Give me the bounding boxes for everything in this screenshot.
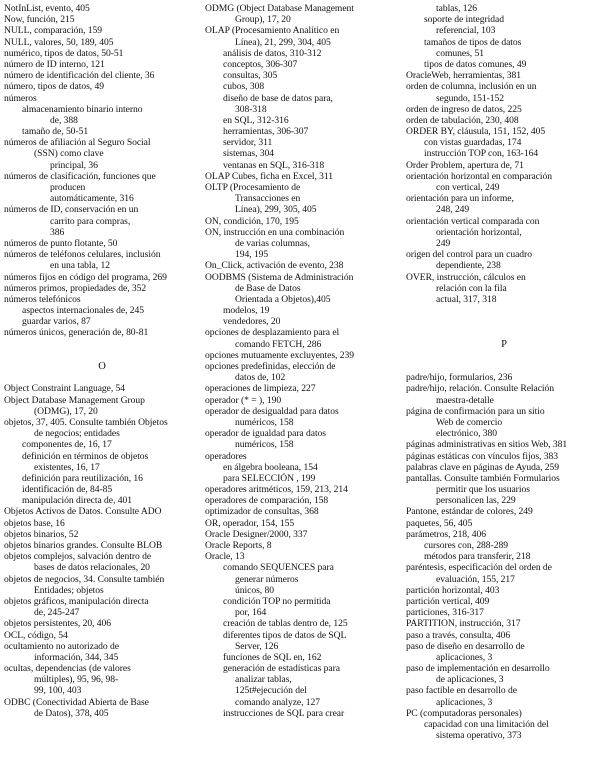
- index-entry: manipulación directa de, 401: [22, 495, 132, 507]
- index-entry: en álgebra booleana, 154: [223, 461, 318, 473]
- index-entry: Entidades; objetos: [34, 584, 104, 596]
- index-entry: ORDER BY, cláusula, 151, 152, 405: [406, 126, 546, 138]
- index-entry: componentes de, 16, 17: [22, 439, 112, 451]
- index-entry: diferentes tipos de datos de SQL: [223, 629, 347, 641]
- index-entry: orientación vertical comparada con: [406, 215, 540, 227]
- index-entry: optimizador de consultas, 368: [205, 506, 319, 518]
- index-entry: OR, operador, 154, 155: [205, 517, 295, 529]
- blank-line: [406, 350, 600, 361]
- index-entry: opciones mutuamente excluyentes, 239: [205, 349, 354, 361]
- section-letter: O: [98, 361, 106, 372]
- index-entry: paréntesis, especificación del orden de: [406, 562, 552, 574]
- index-entry: número de ID interno, 121: [4, 58, 105, 70]
- index-entry: generación de estadísticas para: [223, 663, 340, 675]
- index-entry: ocultamiento no autorizado de: [4, 640, 119, 652]
- index-entry: ON, condición, 170, 195: [205, 215, 299, 227]
- index-column-middle: [205, 3, 401, 719]
- index-entry: NULL, valores, 50, 189, 405: [4, 36, 114, 48]
- index-entry: On_Click, activación de evento, 238: [205, 260, 344, 272]
- index-entry: palabras clave en páginas de Ayuda, 259: [406, 461, 560, 473]
- blank-line: [4, 339, 200, 350]
- index-entry: tipos de datos comunes, 49: [424, 58, 527, 70]
- index-entry: generar números: [235, 573, 299, 585]
- index-entry: operadores aritméticos, 159, 213, 214: [205, 484, 348, 496]
- index-entry: producen: [50, 182, 86, 193]
- index-entry: vendedores, 20: [223, 316, 281, 328]
- index-entry: Now, función, 215: [4, 14, 75, 26]
- blank-line: [406, 361, 600, 372]
- index-entry: ODBC (Conectividad Abierta de Base: [4, 696, 149, 708]
- index-entry: aspectos internacionales de, 245: [22, 305, 145, 317]
- index-entry: números únicos, generación de, 80-81: [4, 327, 149, 339]
- index-entry: numéricos, 158: [235, 416, 294, 428]
- index-entry: únicos, 80: [235, 584, 274, 596]
- index-entry: permitir que los usuarios: [436, 484, 530, 496]
- index-entry: ocultas, dependencias (de valores: [4, 663, 131, 675]
- index-entry: Transacciones en: [235, 193, 301, 205]
- index-entry: referencial, 103: [436, 25, 496, 37]
- index-entry: Web de comercio: [436, 416, 503, 428]
- index-entry: operadores de comparación, 158: [205, 495, 329, 507]
- index-entry: orientación horizontal en comparación: [406, 170, 552, 182]
- index-entry: pantallas. Consulte también Formularios: [406, 472, 560, 484]
- index-entry: definición en términos de objetos: [22, 450, 149, 462]
- index-entry: bases de datos relacionales, 20: [34, 562, 150, 574]
- index-entry: condición TOP no permitida: [223, 595, 331, 607]
- index-entry: NULL, comparación, 159: [4, 25, 103, 37]
- index-entry: Orientada a Objetos),405: [235, 293, 331, 305]
- index-entry: operador de igualdad para datos: [205, 428, 326, 440]
- index-entry: particiones, 316-317: [406, 607, 484, 619]
- index-entry: diseño de base de datos para,: [223, 92, 333, 104]
- blank-line: [4, 372, 200, 383]
- index-entry: numéricos, 158: [235, 439, 294, 451]
- index-entry: Object Database Management Group: [4, 394, 145, 406]
- index-entry: Group), 17, 20: [235, 14, 291, 26]
- index-entry: números de clasificación, funciones que: [4, 170, 156, 182]
- index-entry: funciones de SQL en, 162: [223, 651, 322, 663]
- index-entry: página de confirmación para un sitio: [406, 405, 545, 417]
- index-entry: de aplicaciones, 3: [436, 674, 504, 686]
- index-column-right: [406, 3, 600, 741]
- index-entry: existentes, 16, 17: [34, 461, 100, 473]
- index-entry: Server, 126: [235, 640, 279, 652]
- index-entry: páginas estáticas con vínculos fijos, 383: [406, 450, 558, 462]
- index-entry: analizar tablas,: [235, 674, 292, 686]
- index-entry: 125t#ejecución del: [235, 685, 307, 697]
- index-entry: Línea), 299, 305, 405: [235, 204, 317, 216]
- index-entry: 308-318: [235, 103, 267, 115]
- index-entry: objetos persistentes, 20, 406: [4, 618, 112, 630]
- index-entry: números: [4, 92, 37, 104]
- index-entry: Oracle, 13: [205, 551, 245, 563]
- index-entry: comando analyze, 127: [235, 696, 321, 708]
- index-entry: de Datos), 378, 405: [34, 707, 109, 719]
- index-entry: PARTITION, instrucción, 317: [406, 618, 521, 630]
- index-entry: orientación para un informe,: [406, 193, 514, 205]
- index-entry: consultas, 305: [223, 70, 278, 82]
- index-entry: en una tabla, 12: [50, 260, 110, 272]
- index-entry: comunes, 51: [436, 47, 484, 59]
- index-entry: paso a través, consulta, 406: [406, 629, 511, 641]
- index-entry: de, 388: [50, 114, 78, 126]
- index-entry: OVER, instrucción, cálculos en: [406, 271, 526, 283]
- index-entry: números fijos en código del programa, 269: [4, 271, 167, 283]
- index-entry: actual, 317, 318: [436, 293, 497, 305]
- index-entry: de negocios; entidades: [34, 428, 120, 440]
- index-entry: personalicen las, 229: [436, 495, 516, 507]
- index-entry: cursores con, 288-289: [424, 540, 508, 551]
- index-entry: ODMG (Object Database Management: [205, 3, 354, 14]
- index-entry: paso de diseño en desarrollo de: [406, 640, 525, 652]
- index-entry: orden de tabulación, 230, 408: [406, 114, 519, 126]
- index-entry: conceptos, 306-307: [223, 58, 298, 70]
- index-entry: herramientas, 306-307: [223, 126, 309, 138]
- index-entry: de varias columnas,: [235, 237, 310, 249]
- index-entry: datos de, 102: [235, 372, 286, 384]
- index-entry: números telefónicos: [4, 293, 81, 305]
- index-entry: 248, 249: [436, 204, 470, 216]
- index-entry: con vertical, 249: [436, 182, 500, 193]
- index-entry: 99, 100, 403: [34, 685, 82, 697]
- index-entry: número, tipos de datos, 49: [4, 81, 104, 93]
- index-entry: opciones de desplazamiento para el: [205, 327, 340, 339]
- index-entry: por, 164: [235, 607, 267, 619]
- index-entry: creación de tablas dentro de, 125: [223, 618, 348, 630]
- index-entry: aplicaciones, 3: [436, 651, 493, 663]
- index-entry: soporte de integridad: [424, 14, 504, 26]
- index-entry: objetos base, 16: [4, 517, 65, 529]
- index-entry: números de afiliación al Seguro Social: [4, 137, 151, 149]
- index-entry: números de ID, conservación en un: [4, 204, 139, 216]
- index-entry: Object Constraint Language, 54: [4, 383, 126, 395]
- index-entry: servidor, 311: [223, 137, 273, 149]
- blank-line: [406, 316, 600, 327]
- index-entry: capacidad con una limitación del: [424, 719, 549, 730]
- index-entry: carrito para compras,: [50, 215, 131, 227]
- index-entry: operadores: [205, 450, 247, 462]
- index-entry: automáticamente, 316: [50, 193, 134, 205]
- index-entry: parámetros, 218, 406: [406, 528, 486, 540]
- index-entry: comando SEQUENCES para: [223, 562, 334, 574]
- index-entry: paquetes, 56, 405: [406, 517, 473, 529]
- index-entry: métodos para transferir, 218: [424, 551, 531, 563]
- index-entry: aplicaciones, 3: [436, 696, 493, 708]
- index-entry: números de punto flotante, 50: [4, 237, 118, 249]
- section-letter: P: [501, 338, 507, 350]
- index-entry: información, 344, 345: [34, 651, 119, 663]
- index-entry: OCL, código, 54: [4, 629, 68, 641]
- index-entry: identificación de, 84-85: [22, 484, 113, 496]
- index-entry: comando FETCH, 286: [235, 338, 322, 350]
- index-entry: objetos complejos, salvación dentro de: [4, 551, 152, 563]
- index-entry: numérico, tipos de datos, 50-51: [4, 47, 124, 59]
- index-entry: segundo, 151-152: [436, 92, 504, 104]
- index-entry: orientación horizontal,: [436, 226, 522, 238]
- index-entry: maestra-detalle: [436, 394, 494, 406]
- index-entry: objetos, 37, 405. Consulte también Objetos: [4, 416, 168, 428]
- index-entry: cubos, 308: [223, 81, 265, 93]
- index-entry: en SQL, 312-316: [223, 114, 289, 126]
- index-entry: Objetos Activos de Datos. Consulte ADO: [4, 506, 162, 518]
- index-entry: Pantone, estándar de colores, 249: [406, 506, 533, 518]
- index-entry: de, 245-247: [34, 607, 80, 619]
- index-entry: análisis de datos, 310-312: [223, 47, 322, 59]
- index-entry: guardar varios, 87: [22, 316, 91, 328]
- index-entry: instrucciones de SQL para crear: [223, 707, 345, 719]
- index-entry: origen del control para un cuadro: [406, 249, 532, 261]
- index-entry: de Base de Datos: [235, 282, 301, 294]
- index-entry: operaciones de limpieza, 227: [205, 383, 316, 395]
- index-entry: ventanas en SQL, 316-318: [223, 159, 325, 171]
- index-entry: Order Problem, apertura de, 71: [406, 159, 524, 171]
- index-entry: PC (computadoras personales): [406, 707, 522, 719]
- index-entry: número de identificación del cliente, 36: [4, 70, 155, 82]
- index-entry: con vistas guardadas, 174: [424, 137, 522, 149]
- index-entry: definición para reutilización, 16: [22, 472, 143, 484]
- index-entry: para SELECCIÓN , 199: [223, 472, 316, 484]
- index-entry: electrónico, 380: [436, 428, 498, 440]
- index-entry: paso de implementación en desarrollo: [406, 663, 550, 675]
- index-entry: tamaños de tipos de datos: [424, 36, 522, 48]
- index-entry: partición horizontal, 403: [406, 584, 500, 596]
- index-entry: orden de columna, inclusión en un: [406, 81, 537, 93]
- index-entry: 386: [50, 226, 65, 238]
- index-entry: OLAP (Procesamiento Analítico en: [205, 25, 340, 37]
- index-entry: paso factible en desarrollo de: [406, 685, 517, 697]
- index-entry: objetos gráficos, manipulación directa: [4, 595, 149, 607]
- index-entry: operador de desigualdad para datos: [205, 405, 339, 417]
- index-entry: sistema operativo, 373: [436, 730, 522, 742]
- index-entry: 194, 195: [235, 249, 269, 261]
- index-entry: relación con la fila: [436, 282, 507, 294]
- index-entry: almacenamiento binario interno: [22, 103, 143, 115]
- index-entry: números de teléfonos celulares, inclusión: [4, 249, 161, 261]
- index-entry: objetos binarios, 52: [4, 528, 79, 540]
- index-entry: orden de ingreso de datos, 225: [406, 103, 522, 115]
- index-entry: evaluación, 155, 217: [436, 573, 515, 585]
- index-entry: OLTP (Procesamiento de: [205, 182, 301, 193]
- index-entry: instrucción TOP con, 163-164: [424, 148, 539, 160]
- index-entry: OODBMS (Sistema de Administración: [205, 271, 354, 283]
- index-entry: páginas administrativas en sitios Web, 381: [406, 439, 568, 451]
- index-entry: (ODMG), 17, 20: [34, 405, 98, 417]
- index-entry: NotInList, evento, 405: [4, 3, 90, 14]
- index-entry: 249: [436, 237, 451, 249]
- index-entry: padre/hijo, relación. Consulte Relación: [406, 383, 555, 395]
- index-entry: padre/hijo, formularios, 236: [406, 372, 513, 384]
- blank-line: [406, 305, 600, 316]
- index-entry: tamaño de, 50-51: [22, 126, 89, 138]
- index-entry: múltiples), 95, 96, 98-: [34, 674, 119, 686]
- index-entry: partición vertical, 409: [406, 595, 490, 607]
- index-entry: ON, instrucción en una combinación: [205, 226, 345, 238]
- index-entry: (SSN) como clave: [34, 148, 104, 160]
- index-entry: Oracle Designer/2000, 337: [205, 528, 308, 540]
- index-entry: Línea), 21, 299, 304, 405: [235, 36, 331, 48]
- index-entry: números primos, propiedades de, 352: [4, 282, 147, 294]
- index-entry: opciones predefinidas, elección de: [205, 361, 336, 372]
- blank-line: [406, 327, 600, 338]
- blank-line: [4, 350, 200, 361]
- index-entry: operador (* = ), 190: [205, 394, 282, 406]
- index-entry: objetos binarios grandes. Consulte BLOB: [4, 540, 163, 551]
- index-entry: tablas, 126: [436, 3, 478, 14]
- index-entry: objetos de negocios, 34. Consulte también: [4, 573, 165, 585]
- index-entry: dependiente, 238: [436, 260, 501, 272]
- index-entry: modelos, 19: [223, 305, 270, 317]
- index-entry: Oracle Reports, 8: [205, 540, 272, 551]
- index-entry: OLAP Cubes, ficha en Excel, 311: [205, 170, 334, 182]
- index-entry: principal, 36: [50, 159, 98, 171]
- index-entry: OracleWeb, herramientas, 381: [406, 70, 522, 82]
- index-column-left: [4, 3, 200, 719]
- index-entry: sistemas, 304: [223, 148, 275, 160]
